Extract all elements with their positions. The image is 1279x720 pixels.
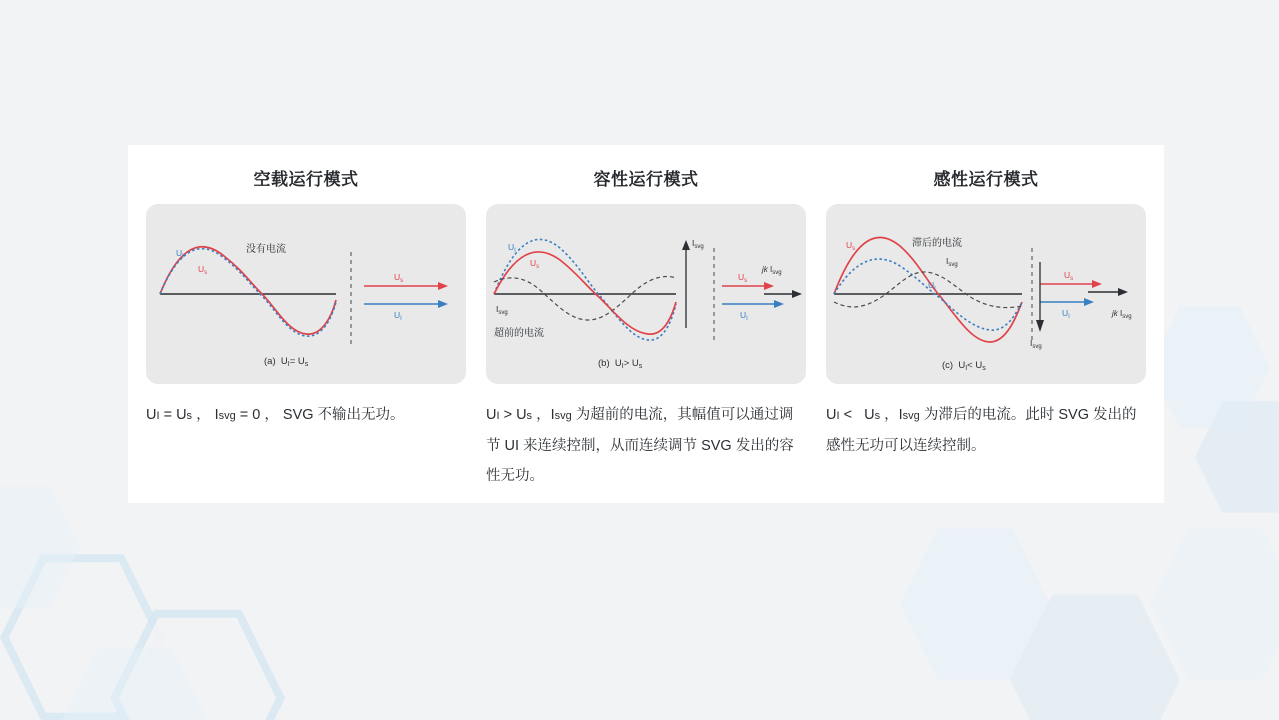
phasor-label-jkisvg: jk $I_{svg}$	[762, 265, 782, 276]
mode-column-inductive	[816, 157, 1156, 503]
curve-label-ui: $U_I$	[508, 242, 516, 254]
phasor-us-arrowhead	[438, 282, 448, 290]
diagram-panel-no-load	[146, 204, 466, 384]
phasor-label-ui: $U_I$	[394, 310, 402, 322]
curve-label-us: $U_s$	[530, 258, 540, 270]
diagram-panel-capacitive	[486, 204, 806, 384]
caption-capacitive	[486, 400, 806, 491]
curve-label-isvg: $I_{svg}$	[496, 304, 508, 316]
curve-label-ui: $U_I$	[928, 280, 936, 292]
phasor-label-us: $U_s$	[1064, 270, 1074, 282]
phasor-ui-arrowhead	[438, 300, 448, 308]
mode-column-no-load	[136, 157, 476, 503]
phasor-label-ui: $U_I$	[740, 310, 748, 322]
curve-label-us: $U_s$	[198, 264, 208, 276]
curve-label-us: $U_s$	[846, 240, 856, 252]
curve-us	[494, 252, 676, 334]
vertical-axis-arrowhead	[682, 240, 690, 250]
phasor-ui-arrowhead	[774, 300, 784, 308]
panel-footnote: (a) $U_I= U_s$	[264, 356, 309, 368]
caption-no-load	[146, 400, 466, 431]
panel-footnote: (c) $U_I< U_s$	[942, 360, 986, 372]
wave-note: 超前的电流	[494, 328, 544, 339]
caption-inductive	[826, 400, 1146, 461]
curve-us	[160, 247, 336, 334]
column-title: 感性运行模式	[933, 170, 1039, 189]
phasor-label-ui: $U_I$	[1062, 308, 1070, 320]
caption-text: UI = Us ， Isvg = 0 ， SVG 不输出无功。	[146, 407, 405, 423]
curve-ui	[494, 239, 676, 340]
diagram-svg-no-load	[146, 204, 466, 384]
panel-footnote: (b) $U_I> U_s$	[598, 358, 643, 370]
phasor-us-arrowhead	[764, 282, 774, 290]
diagram-svg-capacitive	[486, 204, 806, 384]
phasor-jkisvg-arrowhead	[792, 290, 802, 298]
caption-text: UI < Us ，Isvg 为滞后的电流。此时 SVG 发出的感性无功可以连续控制。	[826, 407, 1137, 454]
vertical-axis-arrowhead	[1036, 320, 1044, 332]
curve-label-isvg: $I_{svg}$	[946, 256, 958, 268]
phasor-jkisvg-arrowhead	[1118, 288, 1128, 296]
phasor-ui-arrowhead	[1084, 298, 1094, 306]
curve-ui	[160, 249, 336, 336]
content-card	[128, 145, 1164, 503]
column-title: 容性运行模式	[593, 170, 699, 189]
caption-text: UI > Us ，Isvg 为超前的电流，其幅值可以通过调节 UI 来连续控制，从而连续调节 SVG 发出的容性无功。	[486, 407, 794, 484]
wave-note: 滞后的电流	[912, 238, 962, 249]
wave-note: 没有电流	[246, 244, 286, 255]
curve-label-ui: $U_I$	[176, 248, 184, 260]
phasor-label-jkisvg: jk $I_{svg}$	[1112, 309, 1132, 320]
phasor-label-us: $U_s$	[738, 272, 748, 284]
diagram-panel-inductive	[826, 204, 1146, 384]
column-title: 空载运行模式	[253, 170, 359, 189]
phasor-label-us: $U_s$	[394, 272, 404, 284]
axis-label-isvg: $I_{svg}$	[692, 238, 704, 250]
axis-label-isvg: $I_{svg}$	[1030, 338, 1042, 350]
mode-columns	[128, 145, 1164, 503]
diagram-svg-inductive	[826, 204, 1146, 384]
mode-column-capacitive	[476, 157, 816, 503]
phasor-us-arrowhead	[1092, 280, 1102, 288]
